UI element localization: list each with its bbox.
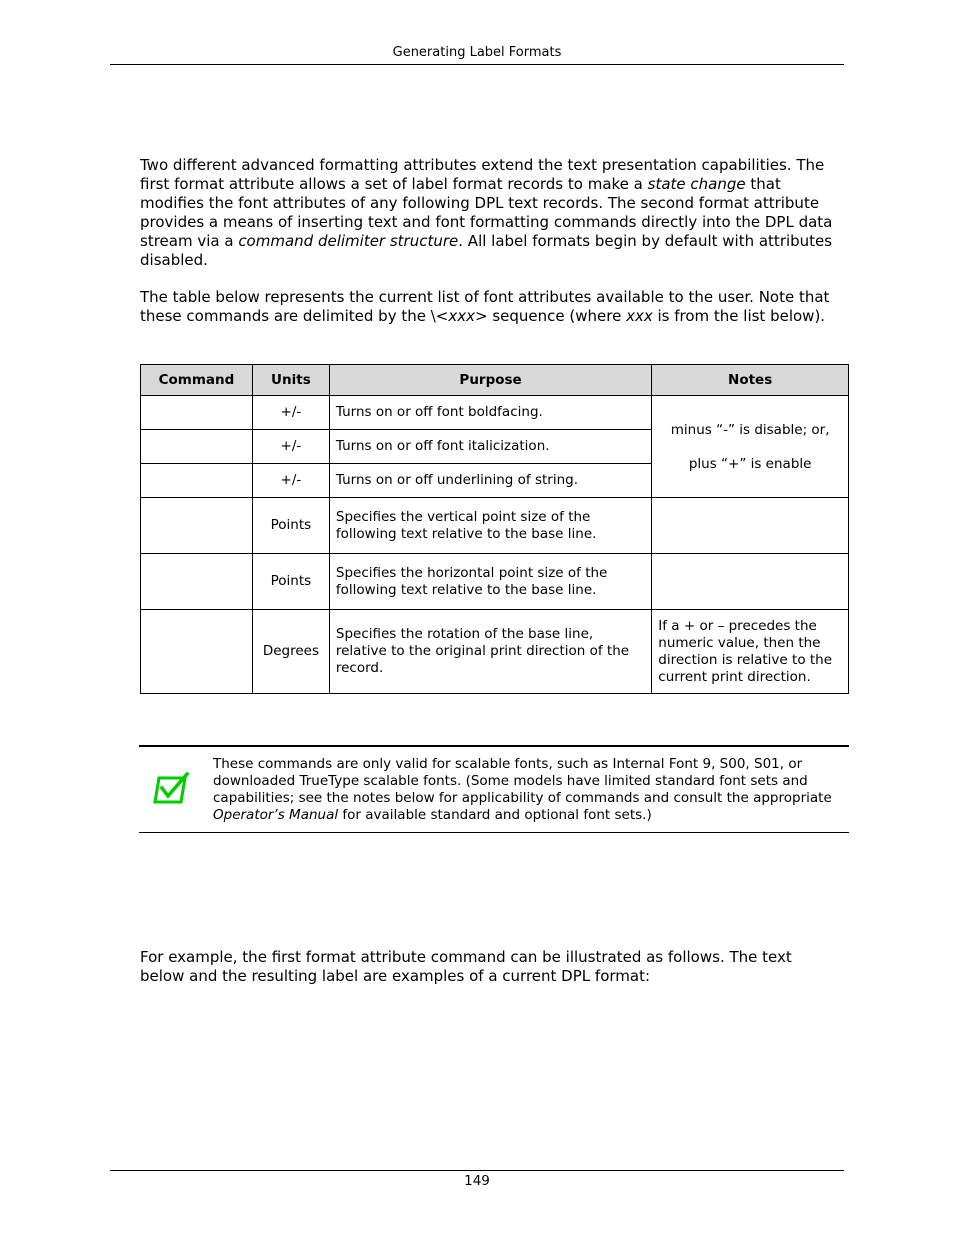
page-header-title: Generating Label Formats (392, 45, 562, 60)
cell-notes (652, 554, 849, 610)
cell-command (141, 610, 253, 694)
cell-command (141, 396, 253, 430)
note-checkmark-icon (152, 772, 190, 806)
example-paragraph: For example, the first format attribute command can be illustrated as follows. The text below and the resulting label are examples of a current DPL format: (140, 948, 792, 985)
intro-p1-text-b: that modifies the font attributes of any following DPL text records. The second format attribute provides a means of inserting text and font formatting commands directly into the DPL data stream via a (140, 175, 833, 250)
cell-notes: If a + or – precedes the numeric value, then the direction is relative to the current print direction. (652, 610, 849, 694)
header-notes: Notes (652, 365, 849, 396)
cell-purpose: Specifies the horizontal point size of the following text relative to the base line. (329, 554, 651, 610)
note-text-b: for available standard and optional font sets.) (338, 807, 652, 823)
intro-p1-emphasis-state-change: state change (647, 175, 746, 193)
note-top-rule (139, 745, 849, 747)
table-row (141, 554, 849, 610)
note-bottom-rule (139, 832, 849, 833)
cell-units: Points (252, 498, 329, 554)
cell-units: +/- (252, 430, 329, 464)
cell-command (141, 464, 253, 498)
cell-command (141, 554, 253, 610)
intro-p2-text-b: > sequence (where (474, 307, 627, 325)
footer-rule (110, 1170, 844, 1171)
intro-p1-emphasis-command-delimiter: command delimiter structure (238, 232, 459, 250)
cell-purpose: Turns on or off font boldfacing. (329, 396, 651, 430)
intro-p2-text-c: is from the list below). (652, 307, 826, 325)
note-text-operators-manual: Operator’s Manual (213, 807, 339, 823)
cell-purpose: Specifies the vertical point size of the following text relative to the base line. (329, 498, 651, 554)
notes-plus-text: plus “+” is enable (688, 455, 812, 472)
intro-paragraph-1 (140, 156, 840, 270)
cell-command (141, 430, 253, 464)
font-attributes-table (140, 364, 849, 694)
cell-purpose: Specifies the rotation of the base line, relative to the original print direction of the record. (329, 610, 651, 694)
intro-p2-emphasis-xxx: xxx (448, 307, 475, 325)
intro-p1-text-c: . All label formats begin by default with attributes disabled. (140, 232, 833, 269)
intro-p1-text-a: Two different advanced formatting attributes extend the text presentation capabilities. The first format attribute allows a set of label format records to make a (140, 156, 825, 193)
intro-p2-emphasis-xxx-2: xxx (626, 307, 653, 325)
intro-paragraph-2 (140, 288, 840, 326)
page-number: 149 (464, 1173, 490, 1189)
header-rule (110, 64, 844, 65)
cell-units: Points (252, 554, 329, 610)
cell-units: +/- (252, 464, 329, 498)
cell-purpose: Turns on or off font italicization. (329, 430, 651, 464)
notes-minus-text: minus “-” is disable; or, (670, 421, 830, 438)
note-text (213, 756, 843, 824)
cell-command (141, 498, 253, 554)
header-purpose: Purpose (329, 365, 651, 396)
table-row (141, 498, 849, 554)
cell-notes (652, 498, 849, 554)
table-header-row (141, 365, 849, 396)
intro-p2-text-a: The table below represents the current list of font attributes available to the user. Note that these commands are delimited by the \< (140, 288, 830, 325)
header-units: Units (252, 365, 329, 396)
cell-notes-merged (652, 396, 849, 498)
cell-units: +/- (252, 396, 329, 430)
header-command: Command (141, 365, 253, 396)
table-row (141, 610, 849, 694)
table-row (141, 396, 849, 430)
note-text-a: These commands are only valid for scalable fonts, such as Internal Font 9, S00, S01, or downloaded TrueType scalable fonts. (Some models have limited standard font sets and capabilities; see the notes below for applicability of commands and consult the appropriate (213, 756, 832, 806)
cell-units: Degrees (252, 610, 329, 694)
cell-purpose: Turns on or off underlining of string. (329, 464, 651, 498)
